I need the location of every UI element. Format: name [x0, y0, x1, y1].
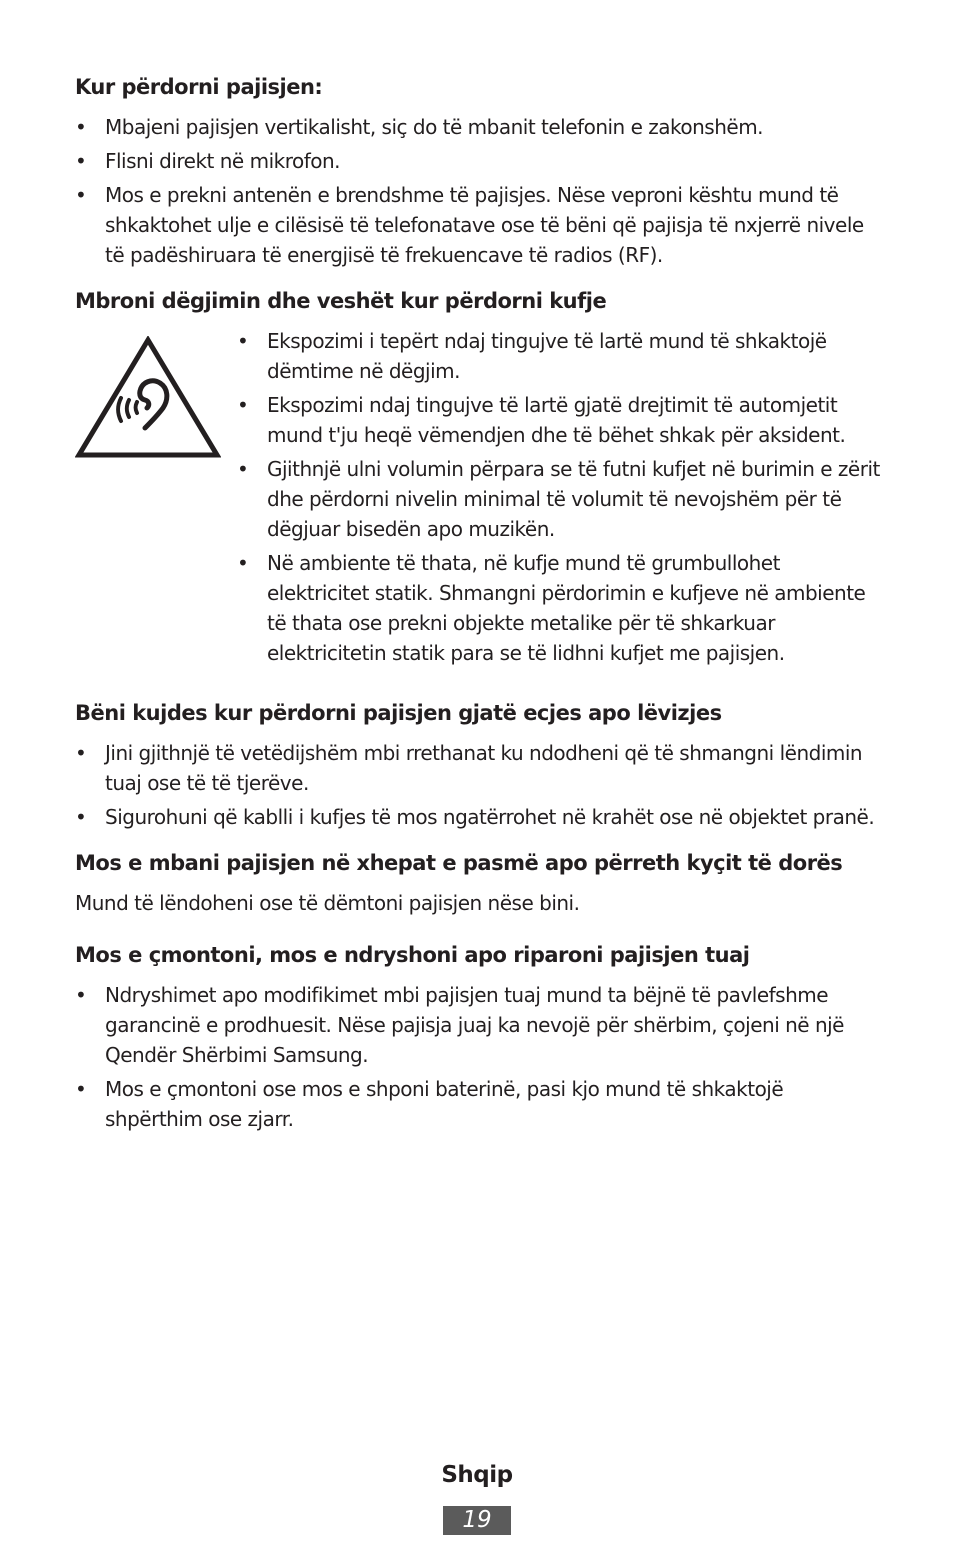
section-heading: Bëni kujdes kur përdorni pajisjen gjatë ecjes apo lëvizjes — [75, 701, 722, 725]
section-walking — [75, 698, 885, 832]
footer-language: Shqip — [441, 1462, 513, 1488]
page-number: 19 — [443, 1506, 511, 1535]
list-item: • Mos e çmontoni ose mos e shponi baterinë, pasi kjo mund të shkaktojë shpërthim ose zjarr. — [75, 1074, 885, 1134]
hearing-warning-icon — [75, 336, 221, 460]
list-item: • Në ambiente të thata, në kufje mund të grumbullohet elektricitet statik. Shmangni përdorimin e kufjeve në ambiente të thata ose prekni objekte metalike për të shkarkuar elektricitetin statik para se të lidhni kufjet me pajisjen. — [237, 548, 885, 668]
list-item: • Sigurohuni që kablli i kufjes të mos ngatërrohet në krahët ose në objektet pranë. — [75, 802, 885, 832]
list-item: • Mbajeni pajisjen vertikalisht, siç do të mbanit telefonin e zakonshëm. — [75, 112, 885, 142]
section-using-device — [75, 72, 885, 270]
page-content — [75, 72, 885, 1150]
bullet-list — [75, 738, 885, 832]
list-item: • Ekspozimi i tepërt ndaj tingujve të lartë mund të shkaktojë dëmtime në dëgjim. — [237, 326, 885, 386]
hearing-warning-block — [75, 326, 885, 672]
section-heading: Mbroni dëgjimin dhe veshët kur përdorni kufje — [75, 289, 607, 313]
section-pockets — [75, 848, 885, 918]
section-disassemble — [75, 940, 885, 1134]
list-item: • Ekspozimi ndaj tingujve të lartë gjatë drejtimit të automjetit mund t'ju heqë vëmendjen dhe të bëhet shkak për aksident. — [237, 390, 885, 450]
bullet-list — [75, 112, 885, 270]
list-item: • Ndryshimet apo modifikimet mbi pajisjen tuaj mund ta bëjnë të pavlefshme garancinë e prodhuesit. Nëse pajisja juaj ka nevojë për shërbim, çojeni në një Qendër Shërbimi Samsung. — [75, 980, 885, 1070]
section-heading: Mos e mbani pajisjen në xhepat e pasmë apo përreth kyçit të dorës — [75, 851, 843, 875]
section-protect-hearing — [75, 286, 885, 672]
section-heading: Kur përdorni pajisjen: — [75, 75, 323, 99]
bullet-list — [237, 326, 885, 672]
bullet-list — [75, 980, 885, 1134]
list-item: • Gjithnjë ulni volumin përpara se të futni kufjet në burimin e zërit dhe përdorni nivelin minimal të volumit të nevojshëm për të dëgjuar bisedën apo muzikën. — [237, 454, 885, 544]
section-text: Mund të lëndoheni ose të dëmtoni pajisjen nëse bini. — [75, 891, 580, 915]
section-heading: Mos e çmontoni, mos e ndryshoni apo riparoni pajisjen tuaj — [75, 943, 750, 967]
list-item: • Mos e prekni antenën e brendshme të pajisjes. Nëse veproni kështu mund të shkaktohet ulje e cilësisë të telefonatave ose të bëni që pajisja të nxjerrë nivele të padëshiruara të energjisë të frekuencave të radios (RF). — [75, 180, 885, 270]
list-item: • Flisni direkt në mikrofon. — [75, 146, 885, 176]
list-item: • Jini gjithnjë të vetëdijshëm mbi rrethanat ku ndodheni që të shmangni lëndimin tuaj ose të të tjerëve. — [75, 738, 885, 798]
